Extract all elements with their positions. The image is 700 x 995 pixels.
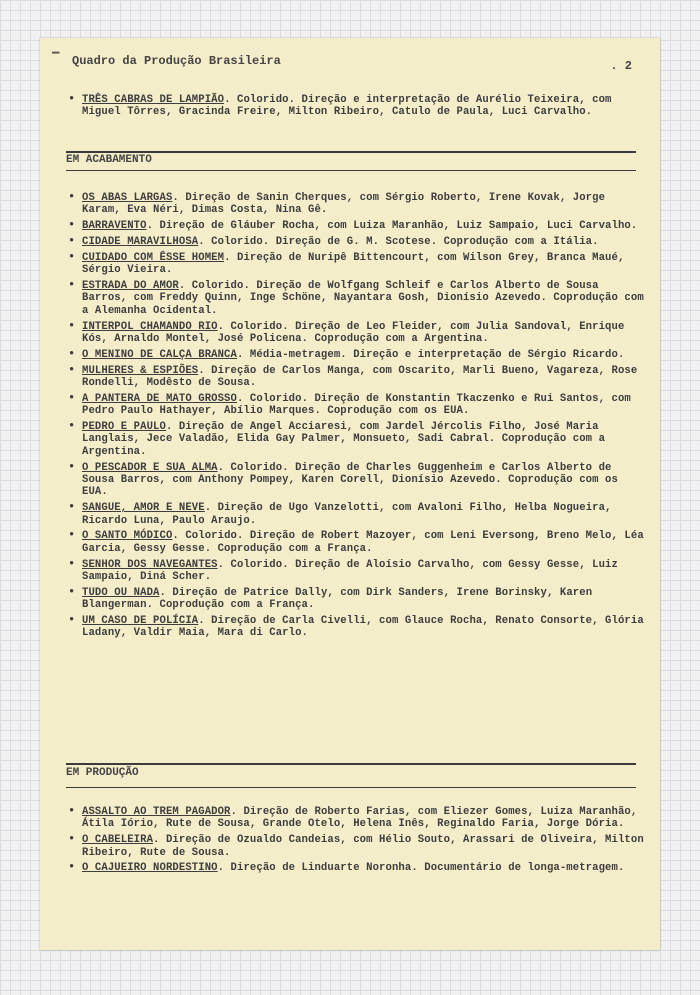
film-title: ASSALTO AO TREM PAGADOR xyxy=(82,806,231,818)
film-title: TUDO OU NADA xyxy=(82,586,160,599)
bullet-icon: • xyxy=(68,804,76,818)
bullet-icon: • xyxy=(68,613,76,628)
film-title: CIDADE MARAVILHOSA xyxy=(82,236,199,248)
film-details: Direção de Ozualdo Candeias, com Hélio Souto, Arassari de Oliveira, Milton Ribeiro, Rute de Sousa. xyxy=(82,834,644,859)
section-rule xyxy=(66,151,636,153)
page-header-title: Quadro da Produção Brasileira xyxy=(72,54,281,68)
film-title: TRÊS CABRAS DE LAMPIÃO xyxy=(82,94,225,106)
film-title: O SANTO MÓDICO xyxy=(82,530,173,543)
film-details: Direção de Ugo Vanzelotti, com Avaloni Filho, Helba Nogueira, Ricardo Luna, Paulo Araujo. xyxy=(82,502,612,527)
document-page xyxy=(40,38,660,950)
film-details: Colorido. Direção de Robert Mazoyer, com Leni Eversong, Breno Melo, Léa Garcia, Gessy Gesse. Coprodução com a França. xyxy=(82,530,644,555)
bullet-icon: • xyxy=(68,346,76,361)
bullet-icon: • xyxy=(68,419,76,434)
bullet-icon: • xyxy=(68,249,76,264)
page-number: . 2 xyxy=(610,59,632,73)
top-entries xyxy=(66,94,644,122)
bullet-icon: • xyxy=(68,500,76,515)
bullet-icon: • xyxy=(68,234,76,248)
section-heading-production: EM PRODUÇÃO xyxy=(66,767,139,779)
film-title: SENHOR DOS NAVEGANTES xyxy=(82,558,218,571)
bullet-icon: • xyxy=(68,390,76,405)
section-rule xyxy=(66,170,636,171)
bullet-icon: • xyxy=(68,190,76,204)
film-details: Colorido. Direção de G. M. Scotese. Coprodução com a Itália. xyxy=(211,236,599,248)
bullet-icon: • xyxy=(68,528,76,543)
film-details: Colorido. Direção e interpretação de Aurélio Teixeira, com Miguel Tôrres, Gracinda Freire, Milton Ribeiro, Catulo de Paula, Luci Carvalho. xyxy=(82,94,612,119)
film-details: Colorido. Direção de Charles Guggenheim e Carlos Alberto de Sousa Barros, com Anthony Pompey, Karen Corell, Dionísio Azevedo. Coprodução com os EUA. xyxy=(82,461,618,499)
film-title: UM CASO DE POLÍCIA xyxy=(82,615,199,628)
bullet-icon: • xyxy=(68,318,76,333)
bullet-icon: • xyxy=(68,832,76,847)
bullet-icon: • xyxy=(68,459,76,474)
film-entry: • UM CASO DE POLÍCIA. Direção de Carla Civelli, com Glauce Rocha, Renato Consorte, Glória Ladany, Valdir Maia, Mara di Carlo. xyxy=(68,613,644,640)
film-entry: • INTERPOL CHAMANDO RIO. Colorido. Direção de Leo Fleider, com Julia Sandoval, Enrique Kós, Arnaldo Montel, José Policena. Coprodução com a Argentina. xyxy=(68,318,625,346)
page-number-value: 2 xyxy=(624,59,632,73)
production-list xyxy=(66,806,644,878)
section-rule xyxy=(66,763,636,765)
bullet-icon: • xyxy=(68,218,76,233)
film-entry: • O PESCADOR E SUA ALMA. Colorido. Direção de Charles Guggenheim e Carlos Alberto de Sousa Barros, com Anthony Pompey, Karen Corell, Dionísio Azevedo. Coprodução com os EUA. xyxy=(68,459,618,499)
film-title: CUIDADO COM ÊSSE HOMEM xyxy=(82,251,225,264)
film-entry: • ASSALTO AO TREM PAGADOR. Direção de Roberto Farias, com Eliezer Gomes, Luiza Maranhão, Átila Iório, Rute de Sousa, Grande Otelo, Helena Inês, Reginaldo Faria, Jorge Dória. xyxy=(68,804,638,831)
film-title: O PESCADOR E SUA ALMA xyxy=(82,461,218,474)
film-entry: • O MENINO DE CALÇA BRANCA. Média-metragem. Direção e interpretação de Sérgio Ricardo. xyxy=(68,346,625,361)
film-entry: • O SANTO MÓDICO. Colorido. Direção de Robert Mazoyer, com Leni Eversong, Breno Melo, Léa Garcia, Gessy Gesse. Coprodução com a França. xyxy=(68,528,644,555)
film-title: O CABELEIRA xyxy=(82,834,154,847)
film-details: Colorido. Direção de Leo Fleider, com Julia Sandoval, Enrique Kós, Arnaldo Montel, José Policena. Coprodução com a Argentina. xyxy=(82,320,625,346)
film-entry: • A PANTERA DE MATO GROSSO. Colorido. Direção de Konstantin Tkaczenko e Rui Santos, com Pedro Paulo Hathayer, Abílio Marques. Coprodução com os EUA. xyxy=(68,390,631,418)
film-title: O CAJUEIRO NORDESTINO xyxy=(82,862,218,875)
film-title: BARRAVENTO xyxy=(82,220,147,233)
film-details: Direção de Roberto Farias, com Eliezer Gomes, Luiza Maranhão, Átila Iório, Rute de Sousa, Grande Otelo, Helena Inês, Reginaldo Faria, Jorge Dória. xyxy=(82,806,638,831)
film-entry: • SANGUE, AMOR E NEVE. Direção de Ugo Vanzelotti, com Avaloni Filho, Helba Nogueira, Ricardo Luna, Paulo Araujo. xyxy=(68,500,612,527)
film-details: Colorido. Direção de Wolfgang Schleif e Carlos Alberto de Sousa Barros, com Freddy Quinn, Inge Schöne, Nayantara Gosh, Dionísio Azevedo. Coprodução com a Alemanha Ocidental. xyxy=(82,280,644,317)
film-title: PEDRO E PAULO xyxy=(82,421,166,434)
film-details: Direção de Angel Acciaresi, com Jardel Jércolis Filho, José Maria Langlais, Jece Valadão, Elida Gay Palmer, Monsueto, Sadi Cabral. Coprodução com a Argentina. xyxy=(82,421,606,458)
film-details: Direção de Carlos Manga, com Oscarito, Marli Bueno, Vagareza, Rose Rondelli, Modêsto de Sousa. xyxy=(82,364,638,390)
film-title: ESTRADA DO AMOR xyxy=(82,280,179,292)
film-details: Média-metragem. Direção e interpretação de Sérgio Ricardo. xyxy=(249,348,625,361)
film-entry: • CUIDADO COM ÊSSE HOMEM. Direção de Nuripê Bittencourt, com Wilson Grey, Branca Maué, Sérgio Vieira. xyxy=(68,249,625,277)
film-details: Direção de Carla Civelli, com Glauce Rocha, Renato Consorte, Glória Ladany, Valdir Maia, Mara di Carlo. xyxy=(82,615,644,640)
film-title: INTERPOL CHAMANDO RIO xyxy=(82,320,218,333)
film-details: Direção de Gláuber Rocha, com Luiza Maranhão, Luiz Sampaio, Luci Carvalho. xyxy=(159,220,638,233)
bullet-icon: • xyxy=(68,556,76,571)
film-entry: • ESTRADA DO AMOR. Colorido. Direção de Wolfgang Schleif e Carlos Alberto de Sousa Barros, com Freddy Quinn, Inge Schöne, Nayantara Gosh, Dionísio Azevedo. Coprodução com a Alemanha Ocidental. xyxy=(68,278,644,317)
film-details: Colorido. Direção de Aloísio Carvalho, com Gessy Gesse, Luiz Sampaio, Diná Scher. xyxy=(82,558,618,584)
film-title: SANGUE, AMOR E NEVE xyxy=(82,502,205,515)
film-entry: • PEDRO E PAULO. Direção de Angel Acciaresi, com Jardel Jércolis Filho, José Maria Langlais, Jece Valadão, Elida Gay Palmer, Monsueto, Sadi Cabral. Coprodução com a Argentina. xyxy=(68,419,606,458)
section-heading-finishing: EM ACABAMENTO xyxy=(66,154,152,166)
page-mark: ▔ xyxy=(52,53,60,67)
film-entry: • BARRAVENTO. Direção de Gláuber Rocha, com Luiza Maranhão, Luiz Sampaio, Luci Carvalho. xyxy=(68,218,638,233)
finishing-list xyxy=(66,192,644,643)
bullet-icon: • xyxy=(68,362,76,377)
film-entry: • MULHERES & ESPIÕES. Direção de Carlos Manga, com Oscarito, Marli Bueno, Vagareza, Rose Rondelli, Modêsto de Sousa. xyxy=(68,362,638,390)
film-entry: • TRÊS CABRAS DE LAMPIÃO. Colorido. Direção e interpretação de Aurélio Teixeira, com Miguel Tôrres, Gracinda Freire, Milton Ribeiro, Catulo de Paula, Luci Carvalho. xyxy=(68,92,612,119)
film-entry: • SENHOR DOS NAVEGANTES. Colorido. Direção de Aloísio Carvalho, com Gessy Gesse, Luiz Sampaio, Diná Scher. xyxy=(68,556,618,584)
film-entry: • OS ABAS LARGAS. Direção de Sanin Cherques, com Sérgio Roberto, Irene Kovak, Jorge Karam, Eva Néri, Dimas Costa, Nina Gê. xyxy=(68,190,606,217)
film-details: Direção de Sanin Cherques, com Sérgio Roberto, Irene Kovak, Jorge Karam, Eva Néri, Dimas Costa, Nina Gê. xyxy=(82,192,606,217)
film-details: Direção de Nuripê Bittencourt, com Wilson Grey, Branca Maué, Sérgio Vieira. xyxy=(82,251,625,277)
film-title: OS ABAS LARGAS xyxy=(82,192,173,204)
film-details: Colorido. Direção de Konstantin Tkaczenko e Rui Santos, com Pedro Paulo Hathayer, Abílio Marques. Coprodução com os EUA. xyxy=(82,392,631,418)
film-entry: • O CAJUEIRO NORDESTINO. Direção de Linduarte Noronha. Documentário de longa-metragem. xyxy=(68,860,625,875)
film-title: MULHERES & ESPIÕES xyxy=(82,364,199,377)
film-details: Direção de Linduarte Noronha. Documentário de longa-metragem. xyxy=(230,862,625,875)
film-entry: • O CABELEIRA. Direção de Ozualdo Candeias, com Hélio Souto, Arassari de Oliveira, Milton Ribeiro, Rute de Sousa. xyxy=(68,832,644,859)
film-entry: • TUDO OU NADA. Direção de Patrice Dally, com Dirk Sanders, Irene Borinsky, Karen Blangerman. Coprodução com a França. xyxy=(68,584,593,612)
bullet-icon: • xyxy=(68,584,76,599)
bullet-icon: • xyxy=(68,278,76,292)
film-title: O MENINO DE CALÇA BRANCA xyxy=(82,348,237,361)
bullet-icon: • xyxy=(68,860,76,875)
film-title: A PANTERA DE MATO GROSSO xyxy=(82,392,237,405)
section-rule xyxy=(66,787,636,788)
bullet-icon: • xyxy=(68,92,76,106)
film-entry: • CIDADE MARAVILHOSA. Colorido. Direção de G. M. Scotese. Coprodução com a Itália. xyxy=(68,234,599,248)
film-details: Direção de Patrice Dally, com Dirk Sanders, Irene Borinsky, Karen Blangerman. Coprodução com a França. xyxy=(82,586,593,612)
